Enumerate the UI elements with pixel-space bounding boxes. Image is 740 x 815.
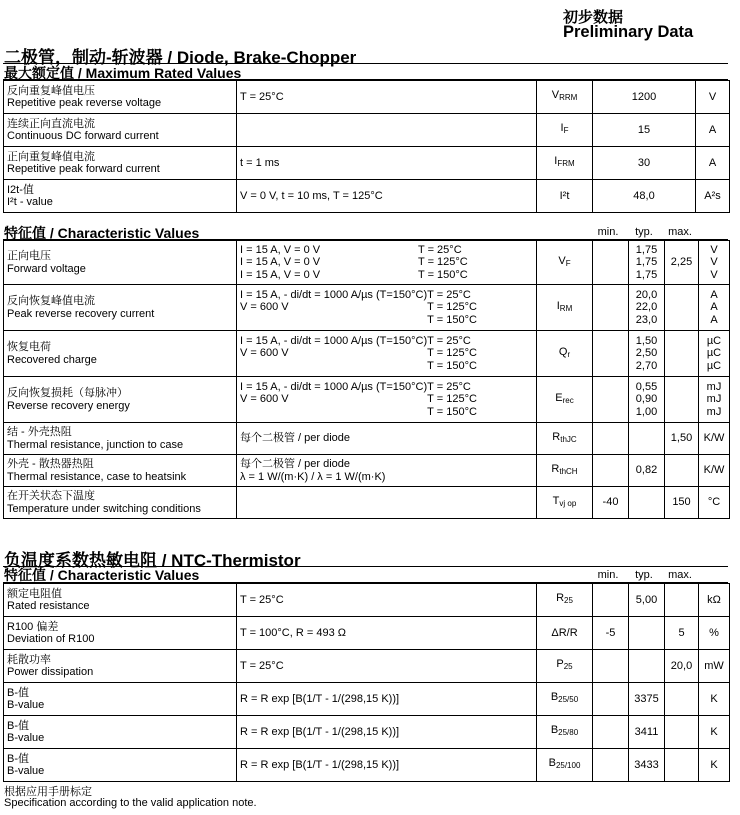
ntc-char-title: 特征值 / Characteristic Values (4, 567, 200, 583)
parameter-cn: B-值 (7, 719, 29, 732)
condition-cell: T = 100°C, R = 493 Ω (237, 617, 537, 650)
parameter-cn: 在开关状态下温度 (7, 490, 95, 502)
typ-cell-line: 20,0 (635, 288, 658, 301)
parameter-cell (4, 285, 237, 331)
value-cell: 15 (593, 114, 696, 147)
symbol: B (550, 691, 559, 704)
parameter-en: Repetitive peak forward current (7, 163, 160, 175)
symbol: I²t (559, 189, 570, 202)
unit-cell-line: µC (706, 359, 722, 372)
ntc-col-typ: typ. (635, 569, 653, 581)
table-row (4, 331, 730, 377)
unit-cell-line: A (710, 313, 718, 326)
min-cell: -5 (593, 617, 629, 650)
typ-cell-line: 1,75 (635, 256, 658, 269)
min-cell (593, 487, 629, 519)
min-cell (593, 584, 629, 617)
max-cell-line: 2,25 (670, 256, 693, 269)
parameter-cell (4, 423, 237, 455)
symbol-subscript: rec (562, 395, 574, 405)
parameter-en: Peak reverse recovery current (7, 307, 155, 320)
parameter-cn: 额定电阻值 (7, 587, 62, 600)
unit-cell: mW (699, 650, 730, 683)
condition-cell (237, 455, 537, 487)
parameter-en: Continuous DC forward current (7, 130, 159, 142)
unit-cell: % (699, 617, 730, 650)
symbol: B (550, 724, 559, 737)
table-row (4, 650, 730, 683)
min-cell (593, 241, 629, 285)
typ-cell (629, 285, 665, 331)
symbol-cell (537, 749, 593, 782)
value-cell: 48,0 (593, 180, 696, 213)
unit-cell-line: A (710, 288, 718, 301)
symbol-cell (537, 584, 593, 617)
tj-line: T = 150°C (427, 359, 477, 372)
condition-cell: R = R exp [B(1/T - 1/(298,15 K))] (237, 716, 537, 749)
parameter-cell (4, 455, 237, 487)
condition-cell: T = 25°C (237, 584, 537, 617)
condition-list (240, 244, 320, 282)
symbol-subscript: RM (559, 303, 573, 313)
parameter-cell (4, 180, 237, 213)
unit-cell-line: A (710, 301, 718, 314)
condition-cell (237, 331, 537, 377)
typ-cell (629, 377, 665, 423)
condition-split (240, 335, 533, 373)
symbol-cell (537, 180, 593, 213)
symbol: E (555, 391, 563, 404)
symbol-subscript: thJC (560, 434, 577, 444)
condition-line: 每个二极管 / per diode (240, 432, 351, 445)
symbol-subscript: RRM (559, 93, 578, 103)
parameter-cell (4, 114, 237, 147)
condition-line: I = 15 A, - di/dt = 1000 A/µs (T=150°C) (240, 380, 428, 393)
typ-cell: 3411 (629, 716, 665, 749)
value-cell: 30 (593, 147, 696, 180)
table-row (4, 285, 730, 331)
unit-cell-line: V (710, 256, 718, 269)
tj-line: T = 125°C (427, 301, 477, 314)
symbol-cell (537, 147, 593, 180)
symbol-subscript: 25/50 (558, 695, 579, 705)
condition-list (240, 289, 427, 327)
footer-cn: 根据应用手册标定 (4, 786, 92, 798)
unit-cell-line: K/W (703, 464, 725, 477)
max-cell (665, 423, 699, 455)
unit-cell-line: V (710, 268, 718, 281)
unit-cell-line: V (710, 243, 718, 256)
symbol: R (556, 592, 565, 605)
ntc-col-max: max. (668, 569, 692, 581)
parameter-en: Temperature under switching conditions (7, 502, 201, 515)
max-cell: 5 (665, 617, 699, 650)
typ-cell (629, 455, 665, 487)
diode-char-title: 特征值 / Characteristic Values (4, 225, 200, 241)
condition-list (240, 458, 385, 483)
condition-cell: V = 0 V, t = 10 ms, T = 125°C (237, 180, 537, 213)
unit-cell (699, 455, 730, 487)
table-row (4, 114, 730, 147)
condition-cell (237, 377, 537, 423)
symbol-cell (537, 683, 593, 716)
unit-cell: K (699, 749, 730, 782)
unit-cell: kΩ (699, 584, 730, 617)
tj-line: T = 150°C (427, 313, 477, 326)
max-cell-line: 1,50 (670, 432, 693, 445)
min-cell (593, 683, 629, 716)
unit-cell (699, 377, 730, 423)
max-cell (665, 584, 699, 617)
symbol-cell (537, 716, 593, 749)
condition-line: V = 600 V (240, 347, 289, 360)
unit-cell: A (696, 147, 730, 180)
symbol-cell (537, 81, 593, 114)
typ-cell-line: 1,75 (635, 243, 658, 256)
symbol-cell (537, 114, 593, 147)
tj-line: T = 25°C (427, 288, 471, 301)
min-cell (593, 650, 629, 683)
parameter-en: Repetitive peak reverse voltage (7, 97, 162, 109)
symbol: I (556, 299, 560, 312)
parameter-cn: 正向重复峰值电流 (7, 150, 95, 163)
unit-cell (699, 487, 730, 519)
typ-cell (629, 423, 665, 455)
tj-list (427, 381, 533, 419)
symbol: I (560, 122, 564, 135)
tj-list (427, 335, 533, 373)
parameter-cell (4, 331, 237, 377)
symbol-cell (537, 617, 593, 650)
tj-line: T = 25°C (427, 380, 471, 393)
symbol-cell (537, 650, 593, 683)
tj-line: T = 125°C (418, 256, 468, 269)
symbol: V (558, 254, 566, 267)
max-cell-line: 150 (672, 496, 691, 509)
typ-cell: 3375 (629, 683, 665, 716)
condition-cell: R = R exp [B(1/T - 1/(298,15 K))] (237, 683, 537, 716)
tj-line: T = 25°C (418, 243, 462, 256)
table-row (4, 180, 730, 213)
table-row (4, 683, 730, 716)
parameter-cell (4, 617, 237, 650)
typ-cell (629, 331, 665, 377)
value-cell: 1200 (593, 81, 696, 114)
symbol: I (554, 155, 558, 168)
parameter-cn: 反向恢复峰值电流 (7, 295, 95, 307)
parameter-cell (4, 716, 237, 749)
symbol-subscript: 25 (564, 596, 573, 606)
symbol-cell (537, 455, 593, 487)
condition-line: I = 15 A, V = 0 V (240, 243, 321, 256)
table-row (4, 749, 730, 782)
condition-split (240, 381, 533, 419)
ntc-col-min: min. (597, 569, 619, 581)
condition-cell (237, 285, 537, 331)
typ-cell-line: 23,0 (635, 313, 658, 326)
parameter-en: Thermal resistance, case to heatsink (7, 470, 187, 483)
unit-cell-line: °C (707, 496, 721, 509)
parameter-en: Forward voltage (7, 262, 86, 275)
parameter-cell (4, 377, 237, 423)
table-row (4, 81, 730, 114)
table-row (4, 377, 730, 423)
typ-cell-line: 0,82 (635, 464, 658, 477)
condition-split (240, 244, 533, 282)
symbol-subscript: 25/100 (555, 761, 581, 771)
unit-cell: K (699, 683, 730, 716)
symbol-cell (537, 285, 593, 331)
parameter-cn: I2t-值 (7, 183, 34, 196)
symbol-subscript: thCH (559, 466, 578, 476)
header-title-cn: 初步数据 (563, 9, 624, 26)
typ-cell: 3433 (629, 749, 665, 782)
ntc-section-title: 负温度系数热敏电阻 / NTC-Thermistor (4, 551, 301, 570)
symbol-cell (537, 241, 593, 285)
table-row (4, 584, 730, 617)
footer-en: Specification according to the valid application note. (4, 797, 257, 809)
parameter-en: I²t - value (7, 196, 53, 208)
diode-max-title: 最大额定值 / Maximum Rated Values (4, 65, 242, 81)
table-row (4, 241, 730, 285)
typ-cell-line: 22,0 (635, 301, 658, 314)
parameter-cn: R100 偏差 (7, 620, 59, 633)
symbol: P (556, 658, 564, 671)
tj-line: T = 150°C (418, 268, 468, 281)
condition-list (240, 381, 427, 419)
ntc-table (3, 583, 730, 782)
max-cell (665, 377, 699, 423)
parameter-cn: B-值 (7, 686, 29, 699)
symbol-subscript: 25 (563, 662, 573, 672)
unit-cell-line: mJ (706, 380, 722, 393)
unit-cell-line: K/W (703, 432, 725, 445)
header-title-en: Preliminary Data (563, 23, 694, 41)
symbol: R (551, 462, 560, 475)
table-row (4, 455, 730, 487)
condition-cell (237, 487, 537, 519)
parameter-cn: 结 - 外壳热阻 (7, 426, 72, 438)
parameter-cell (4, 487, 237, 519)
max-cell (665, 749, 699, 782)
max-cell (665, 331, 699, 377)
unit-cell (699, 241, 730, 285)
symbol: Q (558, 345, 568, 358)
parameter-en: Reverse recovery energy (7, 399, 130, 412)
symbol-cell (537, 377, 593, 423)
parameter-cn: 反向重复峰值电压 (7, 84, 95, 97)
parameter-cell (4, 683, 237, 716)
max-cell (665, 285, 699, 331)
parameter-cn: 连续正向直流电流 (7, 117, 95, 130)
diode-section-title: 二极管，制动-斩波器 / Diode, Brake-Chopper (4, 48, 357, 67)
condition-line: I = 15 A, V = 0 V (240, 256, 321, 269)
unit-cell: A²s (696, 180, 730, 213)
parameter-cell (4, 584, 237, 617)
symbol-subscript: r (567, 349, 571, 359)
symbol: B (548, 757, 556, 770)
parameter-en: Thermal resistance, junction to case (7, 438, 184, 451)
unit-cell: K (699, 716, 730, 749)
min-cell (593, 749, 629, 782)
condition-cell (237, 114, 537, 147)
symbol: R (552, 430, 561, 443)
parameter-cn: 耗散功率 (7, 653, 51, 666)
symbol: T (552, 494, 560, 507)
parameter-en: B-value (7, 765, 45, 777)
min-cell (593, 285, 629, 331)
unit-cell-line: µC (706, 347, 722, 360)
table-row (4, 147, 730, 180)
parameter-en: Deviation of R100 (7, 633, 95, 645)
condition-line: V = 600 V (240, 393, 289, 406)
condition-line: I = 15 A, V = 0 V (240, 268, 321, 281)
parameter-cn: 恢复电荷 (7, 341, 51, 353)
condition-line: 每个二极管 / per diode (240, 458, 351, 470)
parameter-cell (4, 81, 237, 114)
max-cell: 20,0 (665, 650, 699, 683)
max-cell (665, 716, 699, 749)
symbol-subscript: FRM (557, 159, 575, 169)
unit-cell-line: mJ (706, 405, 722, 418)
max-cell (665, 241, 699, 285)
table-row (4, 423, 730, 455)
condition-cell (237, 241, 537, 285)
typ-cell (629, 487, 665, 519)
unit-cell-line: µC (706, 334, 722, 347)
typ-cell: 5,00 (629, 584, 665, 617)
unit-cell: A (696, 114, 730, 147)
condition-line: λ = 1 W/(m·K) / λ = 1 W/(m·K) (240, 470, 386, 483)
tj-line: T = 150°C (427, 405, 477, 418)
parameter-cell (4, 147, 237, 180)
typ-cell-line: 2,70 (635, 359, 658, 372)
parameter-cn: 反向恢复损耗（每脉冲） (7, 387, 128, 399)
symbol-subscript: vj op (559, 498, 577, 508)
tj-line: T = 125°C (427, 393, 477, 406)
table-row (4, 487, 730, 519)
symbol-subscript: F (563, 126, 569, 136)
condition-line: V = 600 V (240, 301, 289, 314)
col-min: min. (597, 226, 619, 238)
parameter-en: B-value (7, 699, 45, 711)
symbol-subscript: 25/80 (558, 728, 579, 738)
col-typ: typ. (635, 226, 653, 238)
unit-cell (699, 285, 730, 331)
typ-cell-line: 0,90 (635, 393, 658, 406)
col-max: max. (668, 226, 692, 238)
symbol-cell (537, 331, 593, 377)
max-cell (665, 455, 699, 487)
parameter-cn: 正向电压 (7, 250, 51, 262)
unit-cell (699, 423, 730, 455)
diode-max-table (3, 80, 730, 213)
min-cell (593, 331, 629, 377)
symbol: ΔR/R (551, 626, 578, 639)
min-cell (593, 455, 629, 487)
symbol-cell (537, 423, 593, 455)
parameter-cn: B-值 (7, 752, 29, 765)
diode-char-table (3, 240, 730, 519)
parameter-en: Power dissipation (7, 666, 94, 678)
parameter-en: Rated resistance (7, 600, 90, 612)
symbol: V (551, 89, 560, 102)
symbol-cell (537, 487, 593, 519)
typ-cell-line: 1,00 (635, 405, 658, 418)
min-cell (593, 377, 629, 423)
typ-cell-line: 2,50 (635, 347, 658, 360)
condition-split (240, 458, 533, 483)
typ-cell (629, 650, 665, 683)
parameter-cell (4, 241, 237, 285)
tj-list (427, 289, 533, 327)
tj-list (418, 244, 533, 282)
typ-cell (629, 241, 665, 285)
typ-cell-line: 1,50 (635, 334, 658, 347)
parameter-cell (4, 749, 237, 782)
max-cell (665, 487, 699, 519)
parameter-en: Recovered charge (7, 353, 97, 366)
condition-list (240, 432, 350, 445)
condition-line: I = 15 A, - di/dt = 1000 A/µs (T=150°C) (240, 288, 428, 301)
condition-split (240, 289, 533, 327)
condition-cell: R = R exp [B(1/T - 1/(298,15 K))] (237, 749, 537, 782)
unit-cell: V (696, 81, 730, 114)
condition-cell: T = 25°C (237, 81, 537, 114)
unit-cell-line: mJ (706, 393, 722, 406)
table-row (4, 716, 730, 749)
min-cell (593, 423, 629, 455)
min-cell (593, 716, 629, 749)
typ-cell-line: 1,75 (635, 268, 658, 281)
tj-line: T = 125°C (427, 347, 477, 360)
condition-split (240, 432, 533, 445)
table-row (4, 617, 730, 650)
max-cell (665, 683, 699, 716)
condition-cell (237, 423, 537, 455)
tj-line: T = 25°C (427, 334, 471, 347)
parameter-cell (4, 650, 237, 683)
condition-line: I = 15 A, - di/dt = 1000 A/µs (T=150°C) (240, 334, 428, 347)
condition-list (240, 335, 427, 373)
typ-cell-line: 0,55 (635, 380, 658, 393)
parameter-cn: 外壳 - 散热器热阻 (7, 458, 94, 470)
min-cell-line: -40 (602, 496, 619, 509)
typ-cell (629, 617, 665, 650)
condition-cell: t = 1 ms (237, 147, 537, 180)
unit-cell (699, 331, 730, 377)
parameter-en: B-value (7, 732, 45, 744)
symbol-subscript: F (565, 258, 571, 268)
condition-cell: T = 25°C (237, 650, 537, 683)
